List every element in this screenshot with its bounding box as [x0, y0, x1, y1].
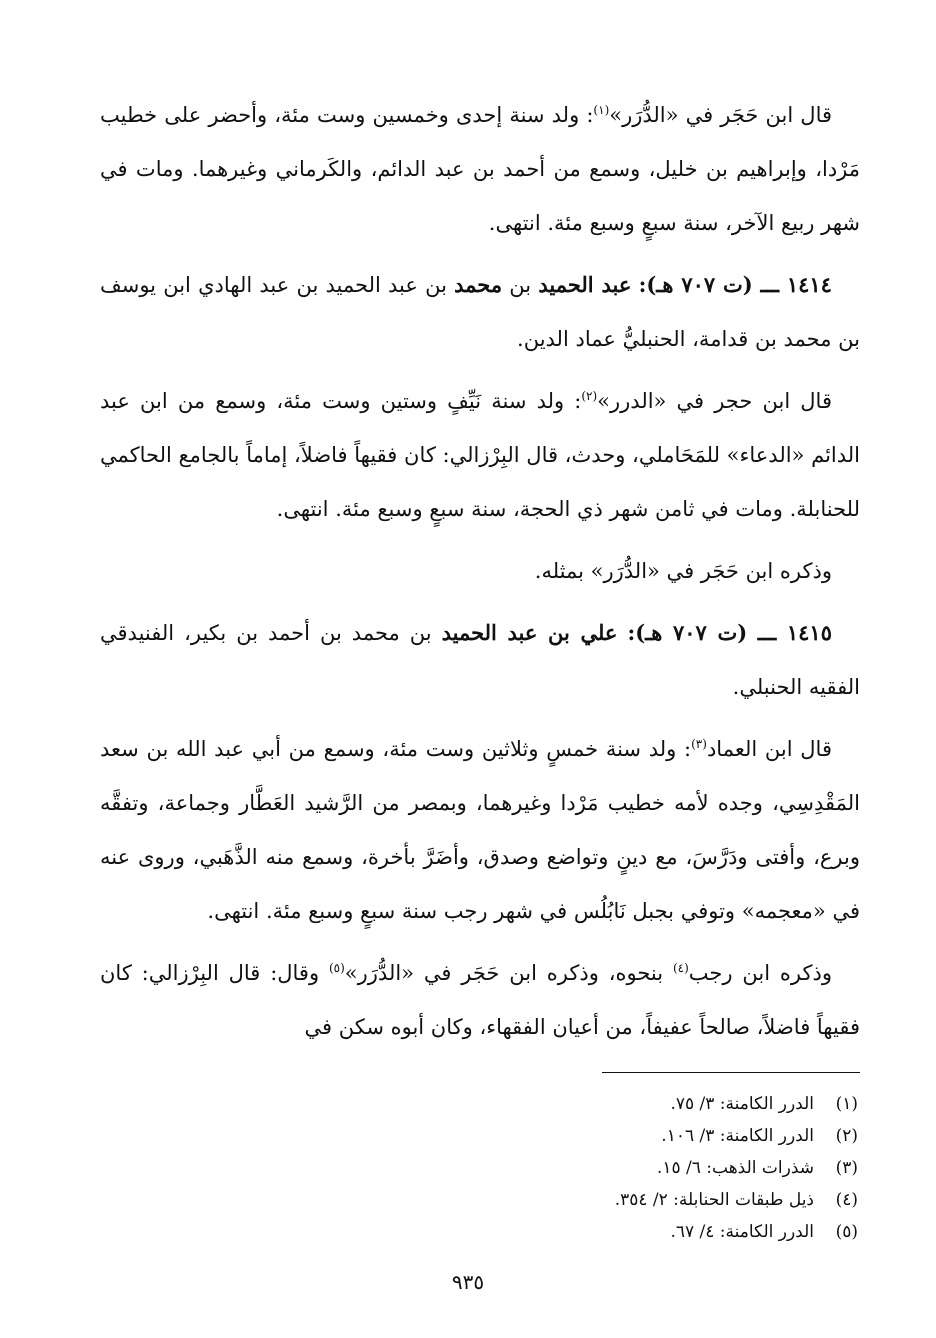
footnote-5: [258, 1216, 858, 1248]
paragraph-6: [100, 722, 860, 938]
footnote-number: (١): [835, 1094, 858, 1114]
footnote-text: شذرات الذهب: ٦/ ١٥.: [656, 1158, 814, 1178]
entry-name: محمد: [454, 272, 503, 297]
footnote-2: [258, 1120, 858, 1152]
footnotes: [258, 1088, 858, 1248]
footnote-number: (٥): [835, 1222, 858, 1242]
entry-number: ١٤١٤ ـــ (ت ٧٠٧ هـ):: [638, 272, 832, 297]
text-segment: : ولد سنة نَيِّفٍ وستين وست مئة، وسمع من ابن عبد الدائم «الدعاء» للمَحَاملي، وحدث، قال البِرْزالي: كان فقيهاً فاضلاً، إماماً بالجامع الحاكمي للحنابلة. ومات في ثامن شهر ذي الحجة، سنة سبعٍ وسبع مئة. انتهى.: [100, 389, 860, 521]
footnote-number: (٣): [835, 1158, 858, 1178]
footnote-text: الدرر الكامنة: ٣/ ١٠٦.: [661, 1126, 814, 1146]
text-segment: بن: [509, 273, 532, 297]
page-number: ٩٣٥: [451, 1270, 485, 1294]
entry-1414: [100, 258, 860, 366]
footnote-4: [258, 1184, 858, 1216]
entry-1415: [100, 606, 860, 714]
footnote-3: [258, 1152, 858, 1184]
footnote-ref: (٤): [672, 961, 689, 975]
footnote-text: الدرر الكامنة: ٣/ ٧٥.: [670, 1094, 814, 1114]
paragraph-1: [100, 88, 860, 250]
footnote-1: [258, 1088, 858, 1120]
footnote-text: ذيل طبقات الحنابلة: ٢/ ٣٥٤.: [614, 1190, 814, 1210]
entry-number: ١٤١٥ ـــ (ت ٧٠٧ هـ):: [627, 620, 832, 645]
text-segment: بنحوه، وذكره ابن حَجَر في «الدُّرَر»: [344, 961, 664, 985]
footnote-divider: [602, 1072, 860, 1073]
entry-name: عبد الحميد: [538, 272, 632, 297]
text-segment: : ولد سنة إحدى وخمسين وست مئة، وأحضر على خطيب مَرْدا، وإبراهيم بن خليل، وسمع من أحمد بن عبد الدائم، والكَرماني وغيرهما. ومات في شهر ربيع الآخر، سنة سبعٍ وسبع مئة. انتهى.: [100, 103, 860, 235]
text-segment: قال ابن حَجَر في «الدُّرَر»: [609, 103, 832, 127]
footnote-number: (٢): [835, 1126, 858, 1146]
text-segment: : ولد سنة خمسٍ وثلاثين وست مئة، وسمع من أبي عبد الله بن سعد المَقْدِسِي، وجده لأمه خطيب مَرْدا وغيرهما، وبمصر من الرَّشيد العَطَّار وجماعة، وتفقَّه وبرع، وأفتى ودَرَّسَ، مع دينٍ وتواضع وصدق، وأضَرَّ بأخرة، وسمع منه الذَّهَبي، وروى عنه في «معجمه» وتوفي بجبل نَابُلُس في شهر رجب سنة سبعٍ وسبع مئة. انتهى.: [100, 737, 860, 923]
footnote-text: الدرر الكامنة: ٤/ ٦٧.: [670, 1222, 814, 1242]
footnote-ref: (٥): [328, 961, 345, 975]
footnote-ref: (١): [593, 103, 610, 117]
main-text: [100, 88, 860, 1062]
text-segment: قال ابن حجر في «الدرر»: [597, 389, 832, 413]
paragraph-7: [100, 946, 860, 1054]
footnote-ref: (٢): [581, 389, 598, 403]
text-segment: وذكره ابن رجب: [688, 961, 832, 985]
text-segment: قال ابن العماد: [706, 737, 832, 761]
text-segment: وقال: قال البِرْزالي: كان فقيهاً فاضلاً، صالحاً عفيفاً، من أعيان الفقهاء، وكان أبوه سكن في: [100, 961, 860, 1039]
text-segment: بن عبد الحميد بن عبد الهادي ابن يوسف بن محمد بن قدامة، الحنبليُّ عماد الدين.: [100, 273, 860, 351]
paragraph-3: [100, 374, 860, 536]
footnote-ref: (٣): [691, 737, 707, 751]
footnote-number: (٤): [835, 1190, 858, 1210]
entry-name: علي بن عبد الحميد: [441, 620, 618, 645]
paragraph-4: وذكره ابن حَجَر في «الدُّرَر» بمثله.: [534, 559, 832, 583]
text-segment: بن محمد بن أحمد بن بكير، الفنيدقي الفقيه الحنبلي.: [100, 621, 860, 699]
